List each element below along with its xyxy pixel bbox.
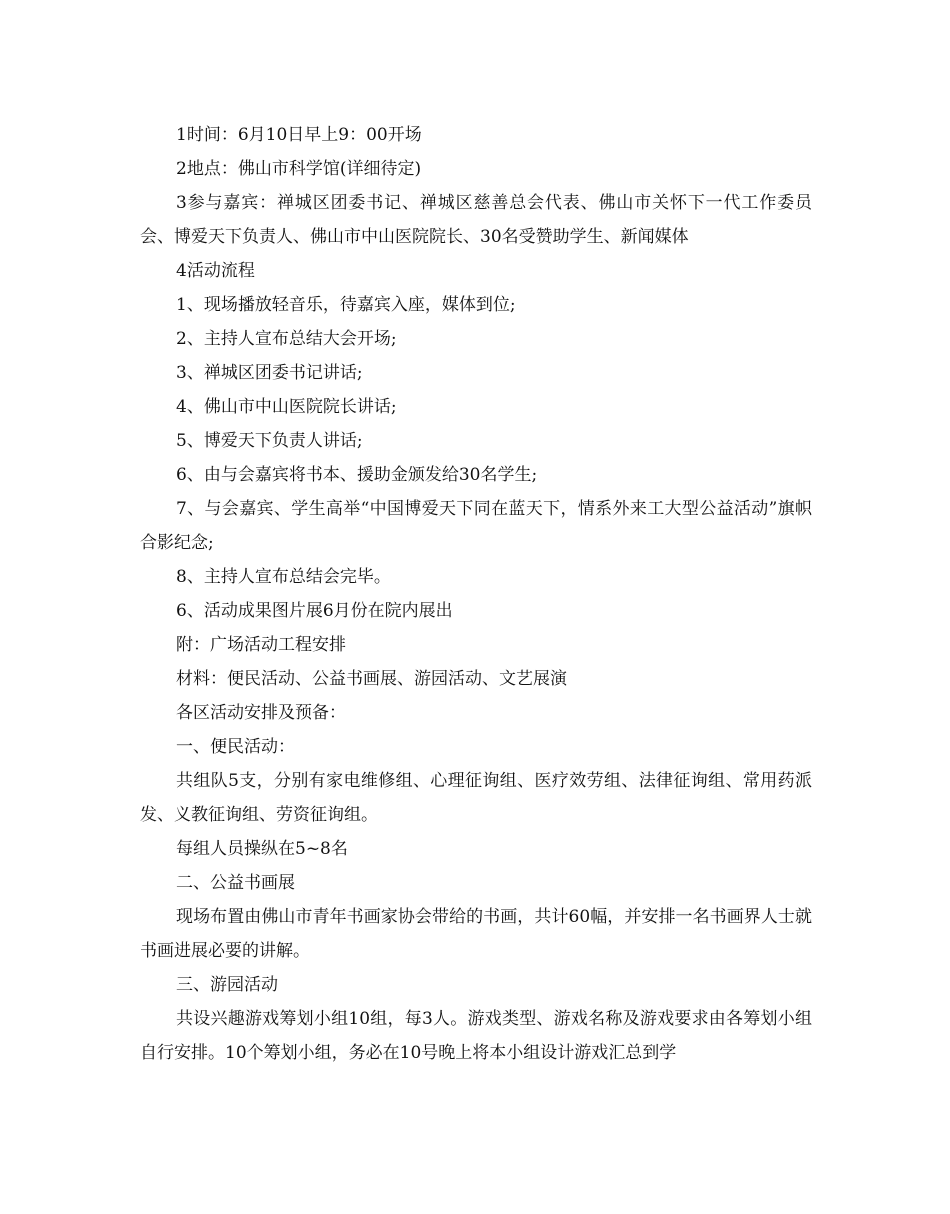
paragraph-process-step-7: 7、与会嘉宾、学生高举“中国博爱天下同在蓝天下，情系外来工大型公益活动”旗帜合影纪念; bbox=[140, 499, 812, 553]
paragraph-section-1-size: 每组人员操纵在5~8名 bbox=[176, 839, 348, 859]
paragraph-section-2-body: 现场布置由佛山市青年书画家协会带给的书画，共计60幅，并安排一名书画界人士就书画进展必要的讲解。 bbox=[140, 907, 812, 961]
paragraph-process-step-1: 1、现场播放轻音乐，待嘉宾入座，媒体到位; bbox=[176, 295, 516, 315]
paragraph-guests: 3参与嘉宾：禅城区团委书记、禅城区慈善总会代表、佛山市关怀下一代工作委员会、博爱天下负责人、佛山市中山医院院长、30名受赞助学生、新闻媒体 bbox=[140, 193, 812, 247]
paragraph-time: 1时间：6月10日早上9：00开场 bbox=[176, 125, 422, 145]
paragraph-exhibition: 6、活动成果图片展6月份在院内展出 bbox=[176, 601, 453, 621]
document-body bbox=[140, 118, 812, 1070]
paragraph-section-3-heading: 三、游园活动 bbox=[176, 975, 278, 995]
paragraph-process-heading: 4活动流程 bbox=[176, 261, 255, 281]
paragraph-section-1-heading: 一、便民活动： bbox=[176, 737, 295, 757]
paragraph-arrangements: 各区活动安排及预备： bbox=[176, 703, 346, 723]
paragraph-process-step-2: 2、主持人宣布总结大会开场; bbox=[176, 329, 397, 349]
paragraph-process-step-6: 6、由与会嘉宾将书本、援助金颁发给30名学生; bbox=[176, 465, 538, 485]
paragraph-section-1-teams: 共组队5支，分别有家电维修组、心理征询组、医疗效劳组、法律征询组、常用药派发、义教征询组、劳资征询组。 bbox=[140, 771, 812, 825]
paragraph-location: 2地点：佛山市科学馆(详细待定) bbox=[176, 159, 422, 179]
paragraph-section-3-body: 共设兴趣游戏筹划小组10组，每3人。游戏类型、游戏名称及游戏要求由各筹划小组自行安排。10个筹划小组，务必在10号晚上将本小组设计游戏汇总到学 bbox=[140, 1009, 812, 1063]
paragraph-appendix: 附：广场活动工程安排 bbox=[176, 635, 346, 655]
paragraph-process-step-4: 4、佛山市中山医院院长讲话; bbox=[176, 397, 397, 417]
paragraph-process-step-3: 3、禅城区团委书记讲话; bbox=[176, 363, 363, 383]
paragraph-materials: 材料：便民活动、公益书画展、游园活动、文艺展演 bbox=[176, 669, 567, 689]
paragraph-process-step-8: 8、主持人宣布总结会完毕。 bbox=[176, 567, 391, 587]
paragraph-process-step-5: 5、博爱天下负责人讲话; bbox=[176, 431, 363, 451]
paragraph-section-2-heading: 二、公益书画展 bbox=[176, 873, 295, 893]
